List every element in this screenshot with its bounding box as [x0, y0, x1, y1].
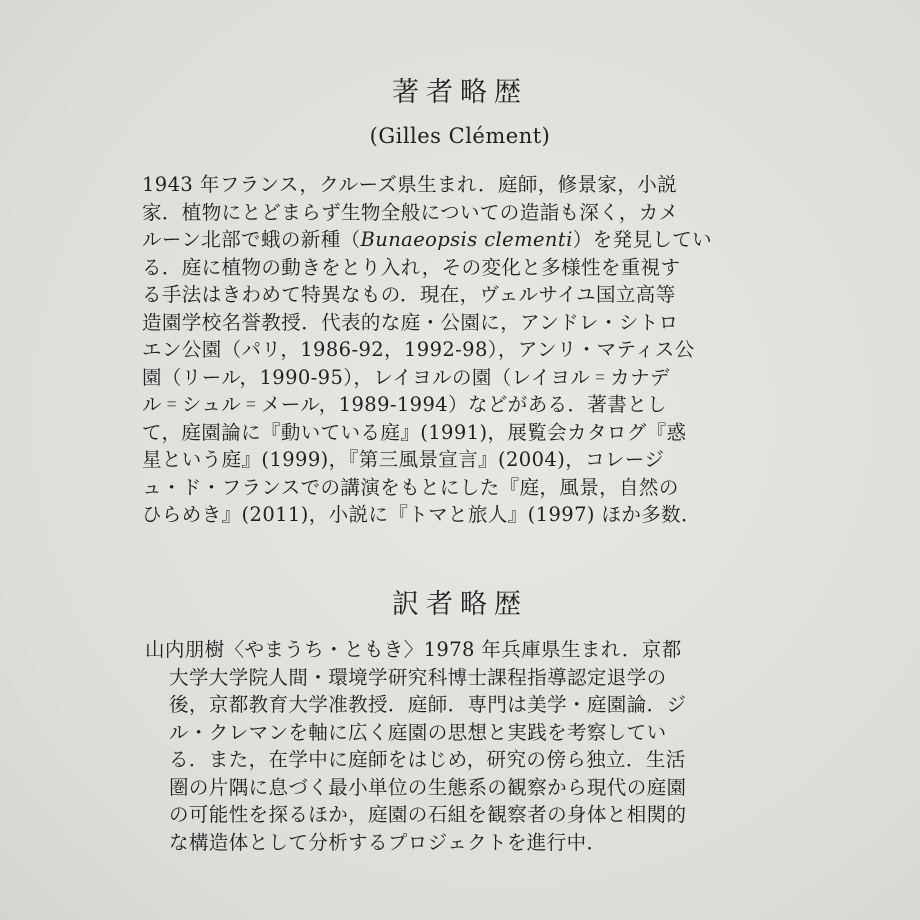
author-bio-line: る．庭に植物の動きをとり入れ，その変化と多様性を重視す [142, 255, 681, 279]
author-bio-line: エン公園（パリ，1986-92，1992-98），アンリ・マティス公 [142, 338, 695, 361]
author-bio-line: て，庭園論に『動いている庭』(1991)，展覧会カタログ『惑 [142, 420, 687, 444]
translator-bio-line: 大学大学院人間・環境学研究科博士課程指導認定退学の [169, 665, 667, 689]
author-bio-line: る手法はきわめて特異なもの．現在，ヴェルサイユ国立高等 [142, 283, 676, 306]
author-latin-name: (Gilles Clément) [369, 124, 551, 148]
author-biography [142, 171, 782, 529]
author-bio-line: 造園学校名誉教授．代表的な庭・公園に，アンドレ・シトロ [142, 310, 679, 334]
author-bio-line: ひらめき』(2011)，小説に『トマと旅人』(1997) ほか多数． [142, 503, 701, 526]
author-profile-heading: 著者略歴 [392, 77, 528, 108]
author-bio-line: 園（リール，1990-95），レイヨルの園（レイヨル゠カナデ [142, 365, 670, 389]
author-bio-line: ュ・ド・フランスでの講演をもとにした『庭，風景，自然の [142, 475, 679, 499]
translator-biography [145, 636, 785, 856]
author-bio-line: 星という庭』(1999)，『第三風景宣言』(2004)，コレージ [142, 448, 665, 471]
species-name: Bunaeopsis clementi [360, 228, 573, 251]
translator-bio-line: 後，京都教育大学准教授．庭師．専門は美学・庭園論．ジ [169, 693, 687, 716]
translator-bio-line: る．また，在学中に庭師をはじめ，研究の傍ら独立．生活 [169, 748, 686, 771]
translator-bio-line: ル・クレマンを軸に広く庭園の思想と実践を考察してい [169, 720, 667, 744]
translator-profile-heading: 訳者略歴 [392, 589, 528, 620]
translator-bio-line: 山内朋樹〈やまうち・ともき〉1978 年兵庫県生まれ．京都 [145, 638, 682, 661]
author-bio-line: ルーン北部で蛾の新種（Bunaeopsis clementi）を発見してい [142, 228, 713, 251]
translator-bio-line: な構造体として分析するプロジェクトを進行中． [169, 830, 607, 854]
translator-bio-line: の可能性を探るほか，庭園の石組を観察者の身体と相関的 [169, 803, 687, 826]
translator-bio-line: 圏の片隅に息づく最小単位の生態系の観察から現代の庭園 [169, 775, 687, 799]
author-bio-line: 1943 年フランス，クルーズ県生まれ．庭師，修景家，小説 [142, 173, 678, 196]
author-bio-line: ル゠シュル゠メール，1989-1994）などがある．著書とし [142, 393, 668, 416]
author-bio-line: 家．植物にとどまらず生物全般についての造詣も深く，カメ [142, 200, 679, 224]
